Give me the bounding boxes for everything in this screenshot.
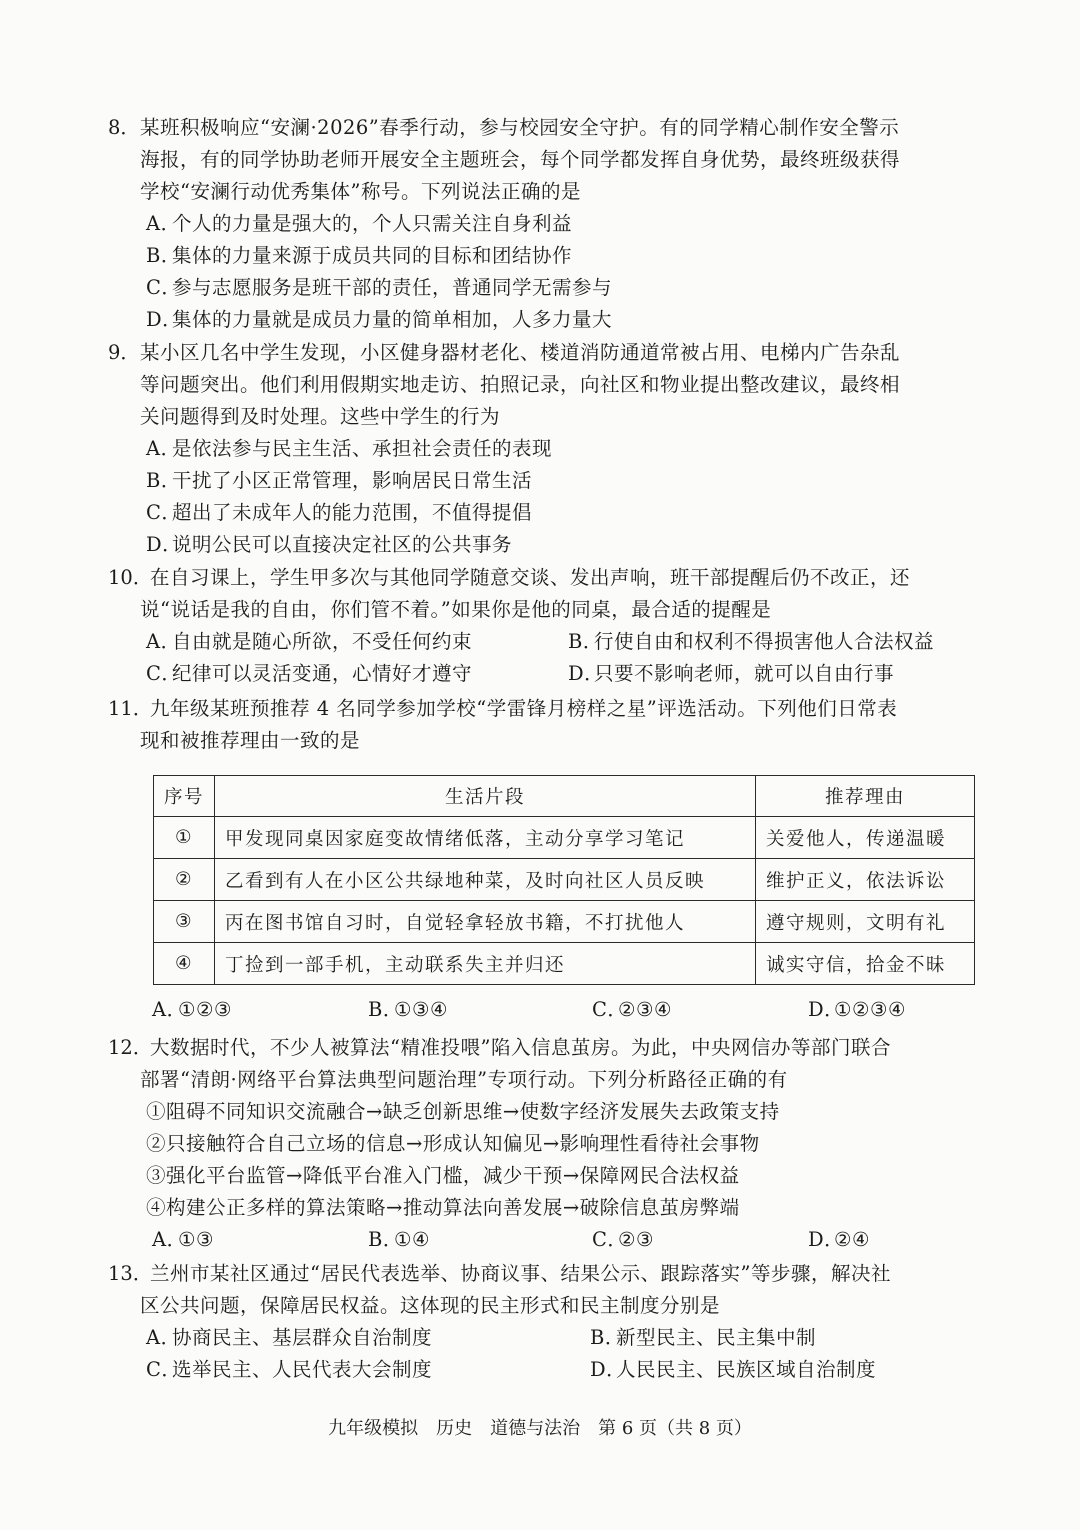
option-b: B．①④ [368,1228,430,1251]
option-d: D．只要不影响老师，就可以自由行事 [568,662,895,685]
analysis-path-4: ④构建公正多样的算法策略→推动算法向善发展→破除信息茧房弊端 [146,1196,740,1219]
option-a: A．①③ [152,1228,214,1251]
row-life-fragment: 甲发现同桌因家庭变故情绪低落，主动分享学习笔记 [215,817,756,859]
row-reason: 维护正义，依法诉讼 [756,859,975,901]
option-d: D．说明公民可以直接决定社区的公共事务 [146,533,513,556]
question-stem-line: 兰州市某社区通过“居民代表选举、协商议事、结果公示、跟踪落实”等步骤，解决社 [150,1262,891,1285]
question-number: 11． [108,697,153,720]
question-number: 13． [108,1262,153,1285]
question-stem-line: 部署“清朗·网络平台算法典型问题治理”专项行动。下列分析路径正确的有 [140,1068,788,1091]
table-row [154,859,975,901]
page-footer: 九年级模拟 历史 道德与法治 第 6 页（共 8 页） [328,1418,752,1439]
question-stem-line: 九年级某班预推荐 4 名同学参加学校“学雷锋月榜样之星”评选活动。下列他们日常表 [150,697,898,720]
option-c: C．超出了未成年人的能力范围，不值得提倡 [146,501,533,524]
question-number: 8． [108,116,140,139]
option-a: A．个人的力量是强大的，个人只需关注自身利益 [146,212,573,235]
question-stem-line: 大数据时代，不少人被算法“精准投喂”陷入信息茧房。为此，中央网信办等部门联合 [150,1036,891,1059]
question-stem-line: 关问题得到及时处理。这些中学生的行为 [140,405,501,428]
option-d: D．集体的力量就是成员力量的简单相加，人多力量大 [146,308,613,331]
question-stem-line: 在自习课上，学生甲多次与其他同学随意交谈、发出声响，班干部提醒后仍不改正，还 [150,566,911,589]
row-number: ③ [154,901,215,943]
analysis-path-1: ①阻碍不同知识交流融合→缺乏创新思维→使数字经济发展失去政策支持 [146,1100,780,1123]
option-a: A．是依法参与民主生活、承担社会责任的表现 [146,437,553,460]
row-reason: 遵守规则，文明有礼 [756,901,975,943]
option-c: C．②③④ [592,998,672,1021]
analysis-path-2: ②只接触符合自己立场的信息→形成认知偏见→影响理性看待社会事物 [146,1132,760,1155]
row-life-fragment: 丁捡到一部手机，主动联系失主并归还 [215,943,756,985]
option-d: D．①②③④ [808,998,906,1021]
row-number: ② [154,859,215,901]
option-a: A．协商民主、基层群众自治制度 [146,1326,433,1349]
option-c: C．参与志愿服务是班干部的责任，普通同学无需参与 [146,276,613,299]
row-reason: 诚实守信，拾金不昧 [756,943,975,985]
option-c: C．纪律可以灵活变通，心情好才遵守 [146,662,473,685]
question-number: 12． [108,1036,153,1059]
row-reason: 关爱他人，传递温暖 [756,817,975,859]
question-stem-line: 等问题突出。他们利用假期实地走访、拍照记录，向社区和物业提出整改建议，最终相 [140,373,901,396]
question-stem-line: 区公共问题，保障居民权益。这体现的民主形式和民主制度分别是 [140,1294,721,1317]
header-reason: 推荐理由 [756,776,975,817]
question-stem-line: 某小区几名中学生发现，小区健身器材老化、楼道消防通道常被占用、电梯内广告杂乱 [140,341,901,364]
question-stem-line: 海报，有的同学协助老师开展安全主题班会，每个同学都发挥自身优势，最终班级获得 [140,148,901,171]
question-stem-line: 现和被推荐理由一致的是 [140,729,361,752]
option-c: C．②③ [592,1228,654,1251]
option-c: C．选举民主、人民代表大会制度 [146,1358,433,1381]
option-b: B．集体的力量来源于成员共同的目标和团结协作 [146,244,573,267]
option-d: D．②④ [808,1228,870,1251]
row-number: ① [154,817,215,859]
option-b: B．①③④ [368,998,448,1021]
option-b: B．行使自由和权利不得损害他人合法权益 [568,630,935,653]
question-stem-line: 学校“安澜行动优秀集体”称号。下列说法正确的是 [140,180,581,203]
header-life-fragment: 生活片段 [215,776,756,817]
life-fragment-table [153,775,975,985]
table-header-row [154,776,975,817]
header-number: 序号 [154,776,215,817]
question-stem-line: 说“说话是我的自由，你们管不着。”如果你是他的同桌，最合适的提醒是 [140,598,772,621]
table-row [154,943,975,985]
option-b: B．干扰了小区正常管理，影响居民日常生活 [146,469,533,492]
option-d: D．人民民主、民族区域自治制度 [590,1358,877,1381]
option-b: B．新型民主、民主集中制 [590,1326,817,1349]
row-life-fragment: 丙在图书馆自习时，自觉轻拿轻放书籍，不打扰他人 [215,901,756,943]
analysis-path-3: ③强化平台监管→降低平台准入门槛，减少干预→保障网民合法权益 [146,1164,740,1187]
question-number: 10． [108,566,153,589]
question-number: 9． [108,341,140,364]
table-row [154,901,975,943]
question-stem-line: 某班积极响应“安澜·2026”春季行动，参与校园安全守护。有的同学精心制作安全警示 [140,116,900,139]
row-life-fragment: 乙看到有人在小区公共绿地种菜，及时向社区人员反映 [215,859,756,901]
option-a: A．自由就是随心所欲，不受任何约束 [146,630,473,653]
option-a: A．①②③ [152,998,232,1021]
table-row [154,817,975,859]
row-number: ④ [154,943,215,985]
